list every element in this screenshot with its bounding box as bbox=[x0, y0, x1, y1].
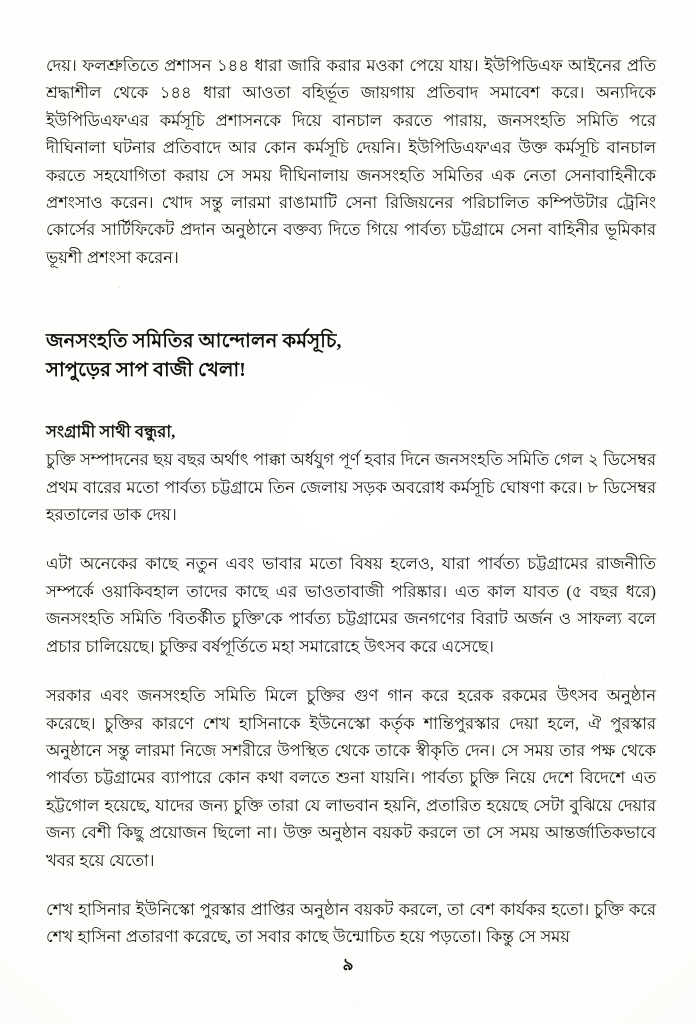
scan-speck bbox=[660, 198, 661, 199]
body-paragraph-4: সরকার এবং জনসংহতি সমিতি মিলে চুক্তির গুণ গান করে হরেক রকমের উৎসব অনুষ্ঠান করেছে। চুক্তির কারণে শেখ হাসিনাকে ইউনেস্কো কর্তৃক শান্তিপুরস্কার দেয়া হলে, ঐ পুরস্কার অনুষ্ঠানে সন্তু লারমা নিজে সশরীরে উপস্থিত থেকে তাকে স্বীকৃতি দেন। সে সময় তার পক্ষ থেকে পার্বত্য চট্টগ্রামের ব্যাপারে কোন কথা বলতে শুনা যায়নি। পার্বত্য চুক্তি নিয়ে দেশে বিদেশে এত হট্টগোল হয়েছে, যাদের জন্য চুক্তি তারা যে লাভবান হয়নি, প্রতারিত হয়েছে সেটা বুঝিয়ে দেয়ার জন্য বেশী কিছু প্রয়োজন ছিলো না। উক্ত অনুষ্ঠান বয়কট করলে তা সে সময় আন্তর্জাতিকভাবে খবর হয়ে যেতো। bbox=[46, 686, 656, 870]
body-paragraph-5: শেখ হাসিনার ইউনিস্কো পুরস্কার প্রাপ্তির অনুষ্ঠান বয়কট করলে, তা বেশ কার্যকর হতো। চুক্তি করে শেখ হাসিনা প্রতারণা করেছে, তা সবার কাছে উন্মোচিত হয়ে পড়তো। কিন্তু সে সময় bbox=[46, 899, 656, 947]
section-heading bbox=[46, 327, 656, 385]
section-heading-line-2: সাপুড়ের সাপ বাজী খেলা! bbox=[46, 360, 246, 382]
page-number: ৯ bbox=[342, 955, 354, 974]
scan-speck bbox=[356, 1002, 357, 1003]
page-text-column bbox=[46, 52, 656, 951]
section-heading-line-1: জনসংহতি সমিতির আন্দোলন কর্মসূচি, bbox=[46, 331, 342, 353]
salutation-line: সংগ্রামী সাথী বন্ধুরা, bbox=[46, 422, 176, 442]
body-paragraph-1: দেয়। ফলশ্রুতিতে প্রশাসন ১৪৪ ধারা জারি করার মওকা পেয়ে যায়। ইউপিডিএফ আইনের প্রতি শ্রদ্ধাশীল থেকে ১৪৪ ধারা আওতা বহির্ভূত জায়গায় প্রতিবাদ সমাবেশ করে। অন্যদিকে ইউপিডিএফ'এর কর্মসূচি প্রশাসনকে দিয়ে বানচাল করতে পারায়, জনসংহতি সমিতি পরে দীঘিনালা ঘটনার প্রতিবাদে আর কোন কর্মসূচি দেয়নি। ইউপিডিএফ'এর উক্ত কর্মসূচি বানচাল করতে সহযোগিতা করায় সে সময় দীঘিনালায় জনসংহতি সমিতির এক নেতা সেনাবাহিনীকে প্রশংসাও করেন। খোদ সন্তু লারমা রাঙামাটি সেনা রিজিয়নের পরিচালিত কম্পিউটার ট্রেনিং কোর্সের সার্টিফিকেট প্রদান অনুষ্ঠানে বক্তব্য দিতে গিয়ে পার্বত্য চট্টগ্রামে সেনা বাহিনীর ভূমিকার ভূয়শী প্রশংসা করেন। bbox=[46, 56, 656, 267]
body-paragraph-2: চুক্তি সম্পাদনের ছয় বছর অর্থাৎ পাক্কা অর্ধযুগ পূর্ণ হবার দিনে জনসংহতি সমিতি গেল ২ ডিসেম্বর প্রথম বারের মতো পার্বত্য চট্টগ্রামে তিন জেলায় সড়ক অবরোধ কর্মসূচি ঘোষণা করে। ৮ ডিসেম্বর হরতালের ডাক দেয়। bbox=[46, 450, 656, 525]
body-paragraph-3: এটা অনেকের কাছে নতুন এবং ভাবার মতো বিষয় হলেও, যারা পার্বত্য চট্টগ্রামের রাজনীতি সম্পর্কে ওয়াকিবহাল তাদের কাছে এর ভাওতাবাজী পরিষ্কার। এত কাল যাবত (৫ বছর ধরে) জনসংহতি সমিতি 'বিতর্কীত চুক্তি'কে পার্বত্য চট্টগ্রামের জনগণের বিরাট অর্জন ও সাফল্য বলে প্রচার চালিয়েছে। চুক্তির বর্ষপূর্তিতে মহা সমারোহে উৎসব করে এসেছে। bbox=[46, 554, 656, 656]
